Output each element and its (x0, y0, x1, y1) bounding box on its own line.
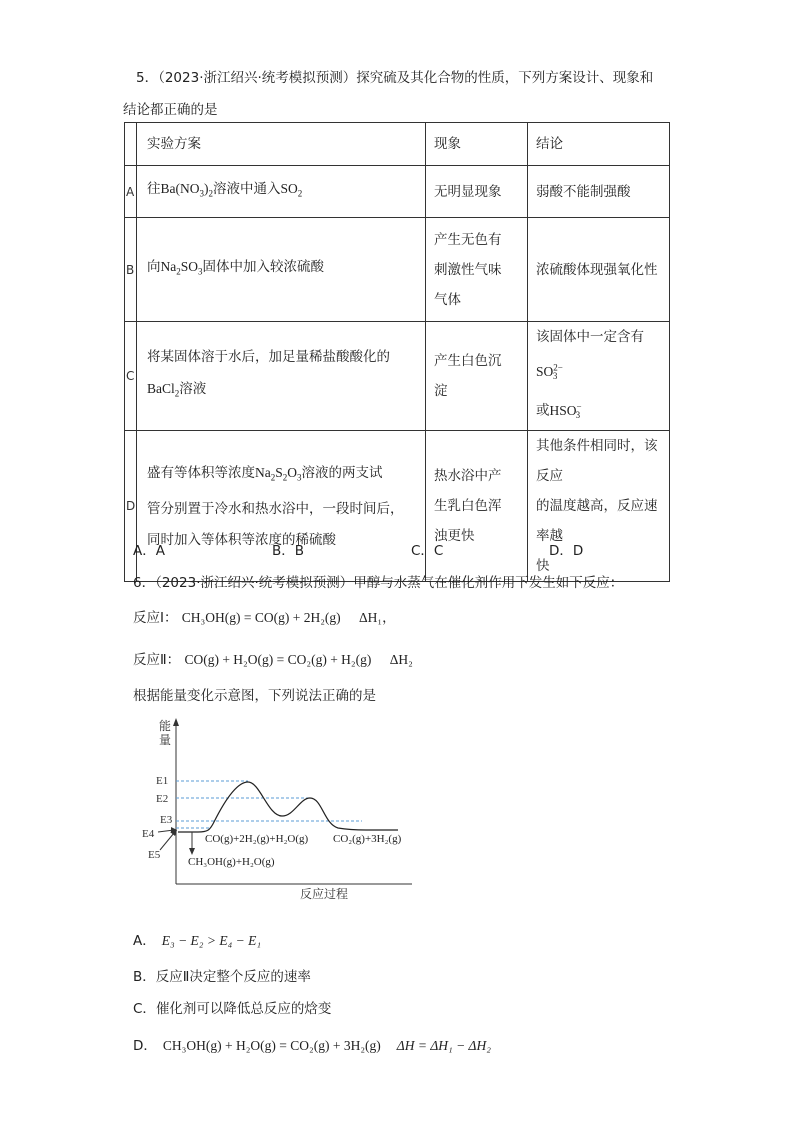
reaction1-equation: CH₃OH(g) = CO(g) + 2H₂(g) (181, 610, 341, 625)
e2-label: E2 (156, 793, 169, 805)
row-a-conclusion: 弱酸不能制强酸 (528, 166, 670, 218)
q5-choice-a[interactable]: A．A (133, 543, 165, 559)
reaction2-enthalpy: ΔH₂ (389, 652, 413, 667)
reaction1-label: 反应Ⅰ： (133, 610, 178, 626)
y-axis-label-2: 量 (159, 733, 172, 747)
species-start: CH₃OH(g)+H₂O(g) (188, 856, 275, 868)
row-option: D (125, 431, 137, 582)
row-d-conclusion: 其他条件相同时，该反应 的温度越高，反应速率越 快 (528, 431, 670, 582)
header-phenomenon: 现象 (426, 123, 528, 166)
e5-label: E5 (148, 849, 161, 861)
e1-label: E1 (156, 775, 169, 787)
q6-option-d[interactable]: D． CH₃OH(g) + H₂O(g) = CO₂(g) + 3H₂(g) ΔH = ΔH₁ − ΔH₂ (133, 1038, 491, 1054)
q6-reaction1 (133, 606, 396, 626)
row-a-phenomenon: 无明显现象 (426, 166, 528, 218)
table-row-a (125, 166, 670, 218)
reaction-energy-curve (178, 782, 398, 832)
q6-option-c[interactable]: C．催化剂可以降低总反应的焓变 (133, 1001, 332, 1017)
q5-choice-d[interactable]: D．D (549, 543, 584, 559)
row-d-plan: 盛有等体积等浓度$Na_2S_2O_3$溶液的两支试 管分别置于冷水和热水浴中，一段时间后， 同时加入等体积等浓度的稀硫酸 (137, 431, 426, 582)
table-row-b (125, 218, 670, 322)
row-b-plan: 向$Na_2SO_3$固体中加入较浓硫酸 (137, 218, 426, 322)
e5-arrow (160, 833, 174, 850)
q6-prompt: 根据能量变化示意图，下列说法正确的是 (133, 688, 376, 704)
x-axis-label: 反应过程 (300, 887, 349, 901)
energy-diagram (130, 712, 430, 907)
y-axis-arrow (173, 718, 179, 726)
row-c-phenomenon: 产生白色沉 淀 (426, 322, 528, 431)
table-row-c (125, 322, 670, 431)
q6-stem: 6．（2023·浙江绍兴·统考模拟预测）甲醇与水蒸气在催化剂作用下发生如下反应： (133, 575, 624, 591)
q5-choice-c[interactable]: C．C (411, 543, 444, 559)
e3-label: E3 (160, 814, 173, 826)
row-b-phenomenon: 产生无色有 刺激性气味 气体 (426, 218, 528, 322)
row-c-conclusion: 该固体中一定含有$SO^{2-}_3$ 或$HSO^-_3$ (528, 322, 670, 431)
row-option: B (125, 218, 137, 322)
row-d-phenomenon: 热水浴中产 生乳白色浑 浊更快 (426, 431, 528, 582)
table-header-row (125, 123, 670, 166)
header-conclusion: 结论 (528, 123, 670, 166)
q5-stem-line1: 5．（2023·浙江绍兴·统考模拟预测）探究硫及其化合物的性质，下列方案设计、现象和 (136, 70, 654, 86)
q6-option-a[interactable]: A． E₃ − E₂ > E₄ − E₁ (133, 933, 262, 949)
q5-table (124, 122, 670, 582)
reaction1-enthalpy: ΔH₁， (358, 610, 396, 625)
species-end: CO₂(g)+3H₂(g) (333, 833, 402, 845)
y-axis-label-1: 能 (159, 719, 172, 733)
reaction2-label: 反应Ⅱ： (133, 652, 181, 668)
q5-choice-b[interactable]: B．B (272, 543, 305, 559)
q6-option-b[interactable]: B．反应Ⅱ决定整个反应的速率 (133, 969, 311, 985)
species-mid: CO(g)+2H₂(g)+H₂O(g) (205, 833, 309, 845)
header-plan: 实验方案 (137, 123, 426, 166)
table-row-d (125, 431, 670, 582)
row-c-plan: 将某固体溶于水后，加足量稀盐酸酸化的 BaCl$_2$溶液 (137, 322, 426, 431)
row-a-plan: 往$Ba(NO_3)_2$溶液中通入$SO_2$ (137, 166, 426, 218)
header-option-cell (125, 123, 137, 166)
start-down-arrow-head (189, 848, 195, 855)
row-option: A (125, 166, 137, 218)
row-b-conclusion: 浓硫酸体现强氧化性 (528, 218, 670, 322)
reaction2-equation: CO(g) + H₂O(g) = CO₂(g) + H₂(g) (184, 652, 372, 667)
q6-reaction2 (133, 648, 413, 668)
e4-label: E4 (142, 828, 155, 840)
q5-stem-line2: 结论都正确的是 (123, 102, 218, 118)
row-option: C (125, 322, 137, 431)
